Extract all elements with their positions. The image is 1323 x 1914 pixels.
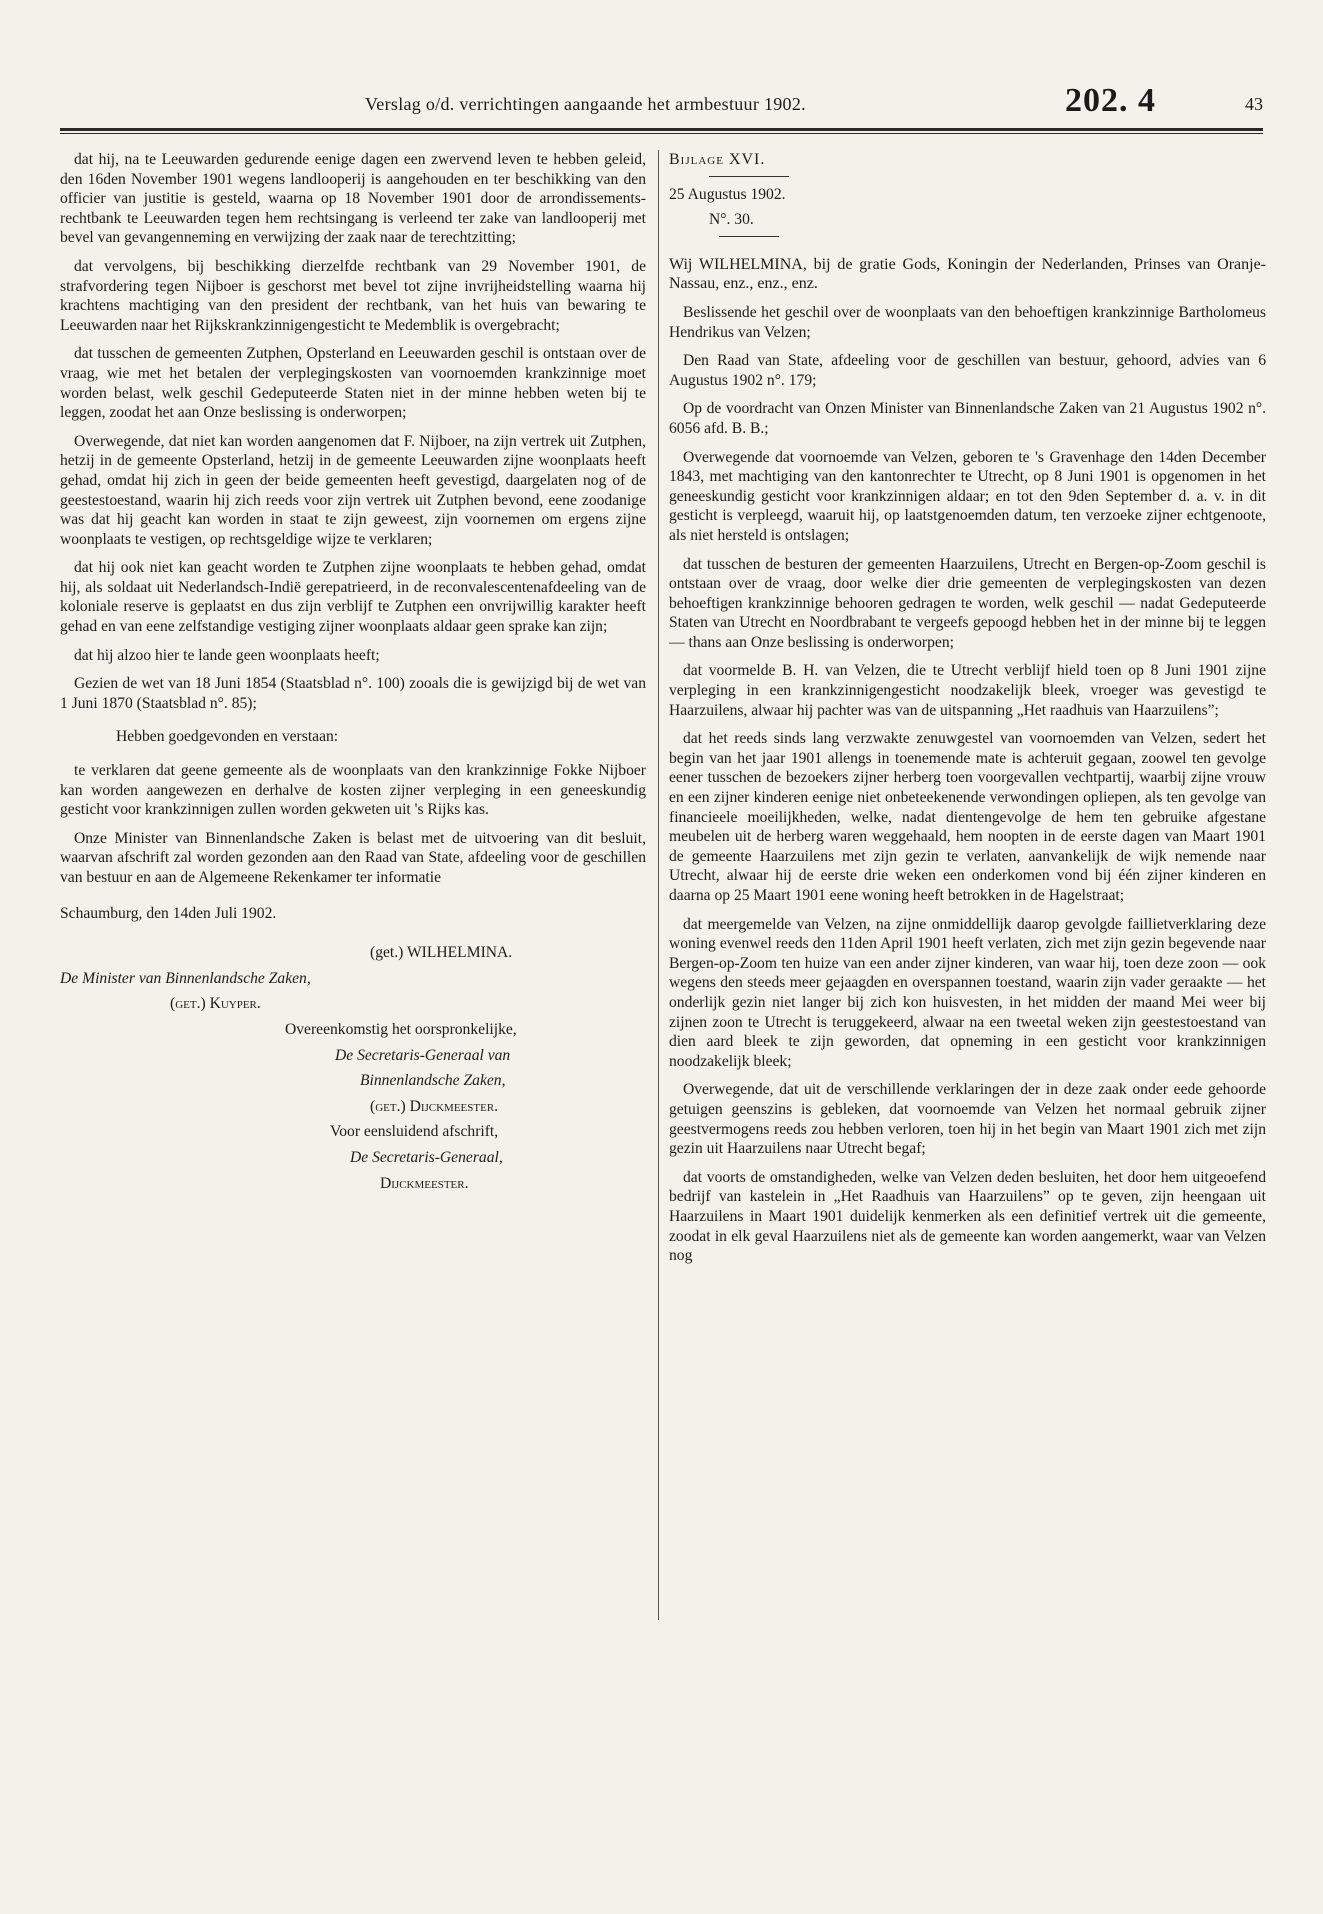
signature-copy-note: Voor eensluidend afschrift,: [330, 1123, 499, 1141]
running-title: Verslag o/d. verrichtingen aangaande het armbestuur 1902.: [365, 94, 806, 114]
paragraph: dat hij, na te Leeuwarden gedurende eenige dagen een zwervend leven te hebben geleid, den 16den November 1901 wegens landlooperij is aangehouden en ter beschikking van den officier van justitie is gesteld, waarna op 18 November 1901 door de arrondissements-rechtbank te Leeuwarden tegen hem rechtsingang is verleend ter zake van landlooperij met bevel van gevangenneming en verwijzing der zaak naar de terechtzitting;: [60, 151, 646, 247]
paragraph: dat tusschen de besturen der gemeenten Haarzuilens, Utrecht en Bergen-op-Zoom geschil is ontstaan over de vraag, door welke dier drie gemeenten de verplegingskosten van dezen behoeftigen krankzinnige behooren gedragen te worden, welk geschil — nadat Gedeputeerde Staten van Utrecht en Noordbrabant te vergeefs gepoogd hebben het in der minne bij te leggen — thans aan Onze beslissing is onderworpen;: [669, 555, 1266, 651]
header-rule: [60, 128, 1263, 131]
paragraph: dat hij ook niet kan geacht worden te Zutphen zijne woonplaats te hebben gehad, omdat hij, als soldaat uit Nederlandsch-Indië gerepatrieerd, in de reconvalescentenafdeeling van de koloniale reserve is geplaatst en dus zijn verblijf te Zutphen een onvrijwillig karakter heeft gehad en van eene zelfstandige vestiging zijner woonplaats aldaar geen sprake kan zijn;: [60, 559, 646, 636]
signature-kuyper: (get.) Kuyper.: [170, 995, 261, 1013]
signature-dijckmeester: (get.) Dijckmeester.: [370, 1097, 499, 1115]
paragraph: Overwegende dat voornoemde van Velzen, geboren te 's Gravenhage den 14den December 1843, met machtiging van den kantonrechter te Utrecht, op 8 Juni 1901 is opgenomen in het geneeskundig gesticht voor krankzinnigen aldaar; en tot den 9den September d. a. v. in dit gesticht is verpleegd, waaruit hij, op laatstgenoemden datum, ten verzoeke zijner echtgenoote, als niet hersteld is ontslagen;: [669, 448, 1266, 544]
paragraph: te verklaren dat geene gemeente als de woonplaats van den krankzinnige Fokke Nijboer kan worden aangewezen en derhalve de kosten zijner verpleging in een geneeskundig gesticht voor krankzinnigen zullen worden gekweten uit 's Rijks kas.: [60, 762, 646, 819]
paragraph: dat voormelde B. H. van Velzen, die te Utrecht verblijf hield toen op 8 Juni 1901 zijne verpleging in een krankzinnigengesticht noodzakelijk bleek, vroeger was gevestigd te Haarzuilens, alwaar hij pachter was van de uitspanning „Het raadhuis van Haarzuilens”;: [669, 662, 1266, 719]
paragraph: dat meergemelde van Velzen, na zijne onmiddellijk daarop gevolgde faillietverklaring deze woning evenwel reeds den 11den April 1901 heeft verlaten, zich met zijn gezin begevende naar Bergen-op-Zoom ten huize van een ander zijner kinderen, van waar hij, toen deze zoon — ook wegens den steeds meer gejaagden en overspannen toestand, waarin zijn vader geraakte — het onderlijk gezin niet langer bij zich kon huisvesten, in het midden der maand Mei weer bij zijnen zoon te Utrecht is teruggekeerd, alwaar na een tweetal weken zijn geestestoestand van dien aard bleek te zijn geworden, dat opneming in een gesticht voor krankzinnigen noodzakelijk bleek;: [669, 915, 1266, 1070]
place-date: Schaumburg, den 14den Juli 1902.: [60, 904, 277, 922]
header-rule-thin: [60, 133, 1263, 134]
paragraph: dat hij alzoo hier te lande geen woonplaats heeft;: [74, 646, 380, 664]
signature-wilhelmina: (get.) WILHELMINA.: [370, 944, 513, 962]
paragraph: Beslissende het geschil over de woonplaats van den behoeftigen krankzinnige Bartholomeus Hendrikus van Velzen;: [669, 303, 1266, 341]
paragraph: dat vervolgens, bij beschikking dierzelfde rechtbank van 29 November 1901, de strafvordering tegen Nijboer is geschorst met bevel tot zijne invrijheidstelling waarna hij krachtens machtiging van den president der rechtbank, van het huis van bewaring te Leeuwarden naar het Rijkskrankzinnigengesticht te Medemblik is overgebracht;: [60, 257, 646, 334]
paragraph: Gezien de wet van 18 Juni 1854 (Staatsblad n°. 100) zooals die is gewijzigd bij de wet van 1 Juni 1870 (Staatsblad n°. 85);: [60, 675, 646, 712]
paragraph: dat het reeds sinds lang verzwakte zenuwgestel van voornoemden van Velzen, sedert het begin van het jaar 1901 allengs in toenemende mate is achteruit gegaan, zoowel ten gevolge eener tusschen de bezoekers zijner herberg toen voorgevallen vechtpartij, waarbij zijne vrouw en een zijner kinderen eenige niet onbeteekenende verwondingen opliepen, als ten gevolge van financieele moeilijkheden, welke, nadat dientengevolge de hem ten gebruike afgestane meubelen uit de herberg waren weggehaald, hem noopten in de eerste dagen van Maart 1901 de gemeente Haarzuilens met zijn gezin te verlaten, aanvankelijk de wijk nemende naar Utrecht, alwaar hij de eerste drie weken een onderkomen vond bij één zijner kinderen en daarna op 25 Maart 1901 eene woning heeft betrokken in de Hagelstraat;: [669, 730, 1266, 904]
annex-label: Bijlage XVI.: [669, 151, 766, 168]
paragraph: dat voorts de omstandigheden, welke van Velzen deden besluiten, het door hem uitgeoefend bedrijf van kastelein in „Het Raadhuis van Haarzuilens” op te geven, zijn heengaan uit Haarzuilens in Maart 1901 duidelijk kenmerken als een definitief vertrek uit die gemeente, zoodat in elk geval Haarzuilens niet als de gemeente kan worden aangemerkt, waar van Velzen nog: [669, 1168, 1266, 1265]
annex-date: 25 Augustus 1902.: [669, 185, 786, 203]
page-header: [60, 82, 1263, 126]
annex-divider: [709, 176, 789, 177]
royal-preamble: Wij WILHELMINA, bij de gratie Gods, Koningin der Nederlanden, Prinses van Oranje-Nassau, enz., enz., enz.: [669, 255, 1266, 293]
annex-number: N°. 30.: [709, 211, 754, 229]
signature-minister-title: De Minister van Binnenlandsche Zaken,: [60, 969, 311, 987]
paragraph: Onze Minister van Binnenlandsche Zaken is belast met de uitvoering van dit besluit, waarvan afschrift zal worden gezonden aan den Raad van State, afdeeling voor de geschillen van bestuur en aan de Algemeene Rekenkamer ter informatie: [60, 829, 646, 886]
paragraph: Op de voordracht van Onzen Minister van Binnenlandsche Zaken van 21 Augustus 1902 n°. 6056 afd. B. B.;: [669, 400, 1266, 437]
right-column: [669, 150, 1266, 1275]
page-number: 43: [1245, 94, 1263, 114]
left-column: [60, 150, 646, 1199]
paragraph: Den Raad van State, afdeeling voor de geschillen van bestuur, gehoord, advies van 6 Augustus 1902 n°. 179;: [669, 352, 1266, 389]
column-divider: [658, 150, 659, 1620]
annex-divider-2: [719, 236, 779, 237]
signature-secretary-title: De Secretaris-Generaal van: [335, 1046, 511, 1064]
signature-secretary-dept: Binnenlandsche Zaken,: [360, 1072, 506, 1090]
signature-conformity: Overeenkomstig het oorspronkelijke,: [285, 1020, 517, 1038]
signature-dijckmeester-2: Dijckmeester.: [380, 1174, 469, 1192]
paragraph: dat tusschen de gemeenten Zutphen, Opsterland en Leeuwarden geschil is ontstaan over de vraag, wie met het betalen der verplegingskosten van voornoemden krankzinnige moet worden belast, welk geschil Gedeputeerde Staten niet in der minne hebben weten bij te leggen, zoodat het aan Onze beslissing is onderworpen;: [60, 345, 646, 422]
paragraph: Overwegende, dat niet kan worden aangenomen dat F. Nijboer, na zijn vertrek uit Zutphen, hetzij in de gemeente Opsterland, hetzij in de gemeente Leeuwarden zijne woonplaats heeft gehad, omdat hij zich in geen der beide gemeenten heeft gevestigd, daargelaten nog of de geestestoestand, waarin hij zich reeds voor zijn vertrek uit Zutphen bevond, eene zoodanige was dat hij geacht kan worden in staat te zijn geweest, zijn voornemen om ergens zijne woonplaats te vestigen, op rechtsgeldige wijze te verklaren;: [60, 432, 646, 548]
decision-heading: Hebben goedgevonden en verstaan:: [116, 728, 339, 746]
paragraph: Overwegende, dat uit de verschillende verklaringen der in deze zaak onder eede gehoorde getuigen geenszins is gebleken, dat voornoemde van Velzen het normaal gebruik zijner geestvermogens reeds zou hebben verloren, toen hij in het begin van Maart 1901 zich met zijn gezin uit Haarzuilens naar Utrecht begaf;: [669, 1081, 1266, 1158]
document-number: 202. 4: [1065, 82, 1156, 119]
signature-secretary-general: De Secretaris-Generaal,: [350, 1148, 503, 1166]
